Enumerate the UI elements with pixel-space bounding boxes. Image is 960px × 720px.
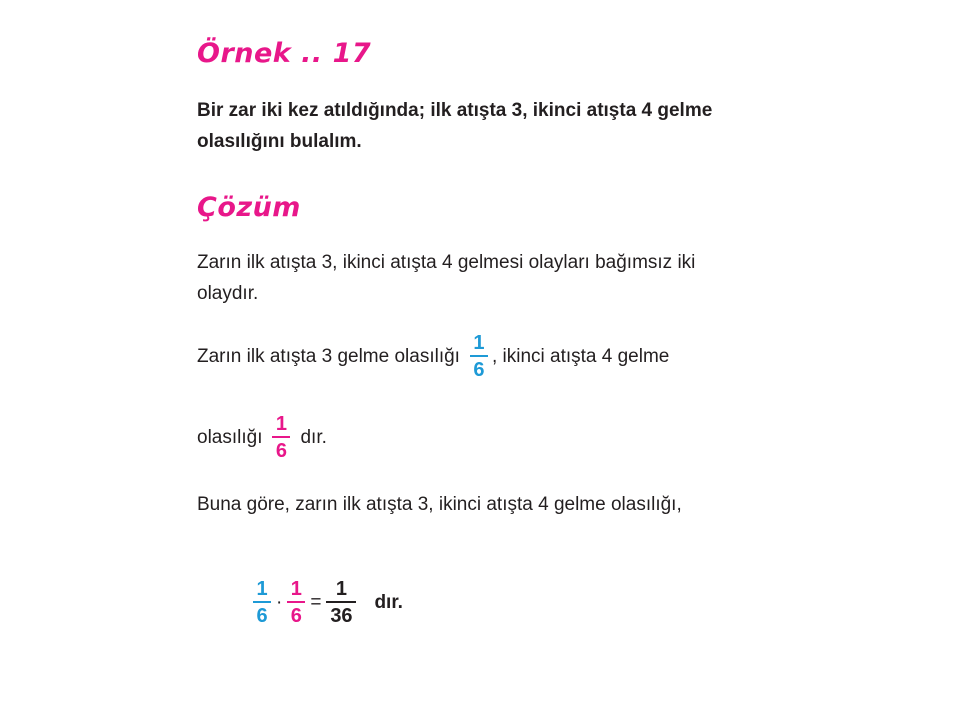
solution-paragraph-1: Zarın ilk atışta 3, ikinci atışta 4 gelmesi olayları bağımsız iki olaydır. — [197, 252, 696, 304]
fraction-denominator: 6 — [473, 359, 485, 381]
fraction-denominator: 36 — [330, 605, 353, 627]
fraction-bar — [326, 601, 356, 603]
equation-fraction-2 — [287, 578, 305, 627]
equation-result-fraction — [326, 578, 356, 627]
paragraph-2-text-after: , ikinci atışta 4 gelme — [491, 345, 670, 367]
fraction-numerator: 1 — [256, 578, 268, 600]
paragraph-3-text-before: olasılığı — [197, 426, 263, 448]
solution-paragraph-2 — [197, 332, 669, 381]
probability-equation — [253, 578, 403, 627]
fraction-bar — [470, 355, 488, 357]
fraction-bar — [253, 601, 271, 603]
fraction-one-sixth — [470, 332, 488, 381]
equation-fraction-1 — [253, 578, 271, 627]
fraction-numerator: 1 — [275, 413, 288, 435]
example-heading: Örnek .. 17 — [197, 38, 372, 69]
multiplication-dot: · — [276, 591, 283, 613]
fraction-denominator: 6 — [275, 440, 288, 462]
solution-heading: Çözüm — [197, 192, 301, 223]
fraction-numerator: 1 — [335, 578, 347, 600]
problem-text: Bir zar iki kez atıldığında; ilk atışta 3, ikinci atışta 4 gelme olasılığını bulalım. — [197, 100, 713, 152]
equation-suffix: dır. — [374, 591, 403, 613]
solution-paragraph-4: Buna göre, zarın ilk atışta 3, ikinci atışta 4 gelme olasılığı, — [197, 494, 682, 515]
fraction-bar — [272, 436, 290, 438]
paragraph-2-text-before: Zarın ilk atışta 3 gelme olasılığı — [197, 345, 460, 367]
paragraph-3-text-after: dır. — [300, 426, 327, 448]
fraction-denominator: 6 — [256, 605, 268, 627]
fraction-one-sixth — [272, 413, 290, 462]
solution-paragraph-3 — [197, 413, 327, 462]
fraction-numerator: 1 — [290, 578, 302, 600]
equals-sign: = — [310, 591, 322, 613]
fraction-numerator: 1 — [473, 332, 485, 354]
fraction-denominator: 6 — [290, 605, 302, 627]
fraction-bar — [287, 601, 305, 603]
